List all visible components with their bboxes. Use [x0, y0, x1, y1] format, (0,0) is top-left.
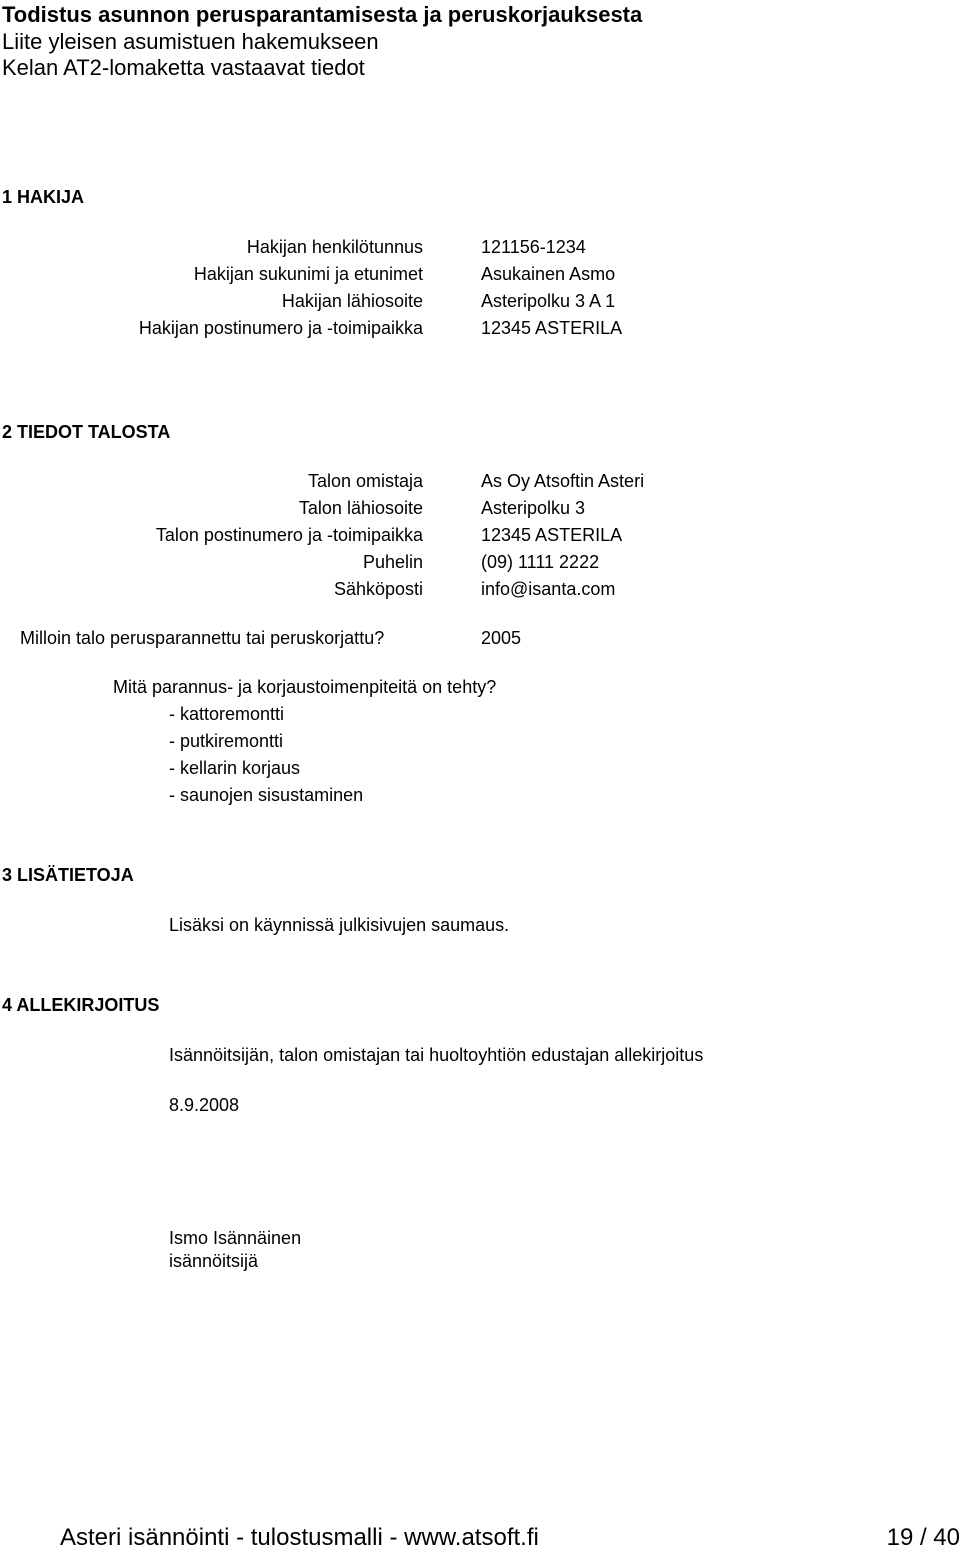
- section-heading: 3 LISÄTIETOJA: [2, 865, 134, 885]
- document-subtitle: Liite yleisen asumistuen hakemukseen: [2, 29, 379, 54]
- list-item: - putkiremontti: [169, 731, 284, 751]
- field-value: As Oy Atsoftin Asteri: [481, 471, 645, 491]
- page-number: 19 / 40: [886, 1524, 960, 1551]
- additional-info-text: Lisäksi on käynnissä julkisivujen saumaus.: [169, 915, 510, 935]
- signature-date: 8.9.2008: [169, 1095, 240, 1115]
- list-item: - kattoremontti: [169, 704, 285, 724]
- field-label: Talon postinumero ja -toimipaikka: [155, 525, 423, 545]
- section-heading: 2 TIEDOT TALOSTA: [2, 422, 171, 442]
- field-label: Hakijan lähiosoite: [281, 291, 423, 311]
- field-value: Asteripolku 3 A 1: [481, 291, 616, 311]
- document-title: Todistus asunnon perusparantamisesta ja peruskorjauksesta: [2, 2, 643, 27]
- field-label: Talon omistaja: [307, 471, 423, 491]
- field-label: Talon lähiosoite: [298, 498, 423, 518]
- section-heading: 4 ALLEKIRJOITUS: [2, 995, 160, 1015]
- signer-title: isännöitsijä: [169, 1251, 259, 1271]
- signature-text: Isännöitsijän, talon omistajan tai huoltoyhtiön edustajan allekirjoitus: [169, 1045, 704, 1065]
- document-subtitle-2: Kelan AT2-lomaketta vastaavat tiedot: [2, 55, 365, 80]
- field-label: Hakijan sukunimi ja etunimet: [193, 264, 423, 284]
- field-value: info@isanta.com: [481, 579, 616, 599]
- renovation-measures-question: Mitä parannus- ja korjaustoimenpiteitä on tehty?: [113, 677, 497, 697]
- field-value: Asukainen Asmo: [481, 264, 616, 284]
- field-label: Sähköposti: [333, 579, 423, 599]
- field-label: Hakijan henkilötunnus: [246, 237, 423, 257]
- footer-text: Asteri isännöinti - tulostusmalli - www.atsoft.fi: [60, 1524, 539, 1551]
- list-item: - saunojen sisustaminen: [169, 785, 364, 805]
- field-value: 12345 ASTERILA: [481, 318, 623, 338]
- field-label: Puhelin: [362, 552, 423, 572]
- field-value: 12345 ASTERILA: [481, 525, 623, 545]
- field-value: 121156-1234: [481, 237, 586, 257]
- signer-name: Ismo Isännäinen: [169, 1228, 302, 1248]
- field-value: (09) 1111 2222: [481, 552, 600, 572]
- field-value: Asteripolku 3: [481, 498, 586, 518]
- renovation-year-answer: 2005: [481, 628, 522, 648]
- renovation-year-question: Milloin talo perusparannettu tai peruskorjattu?: [20, 628, 385, 648]
- section-heading: 1 HAKIJA: [2, 187, 85, 207]
- field-label: Hakijan postinumero ja -toimipaikka: [138, 318, 423, 338]
- list-item: - kellarin korjaus: [169, 758, 301, 778]
